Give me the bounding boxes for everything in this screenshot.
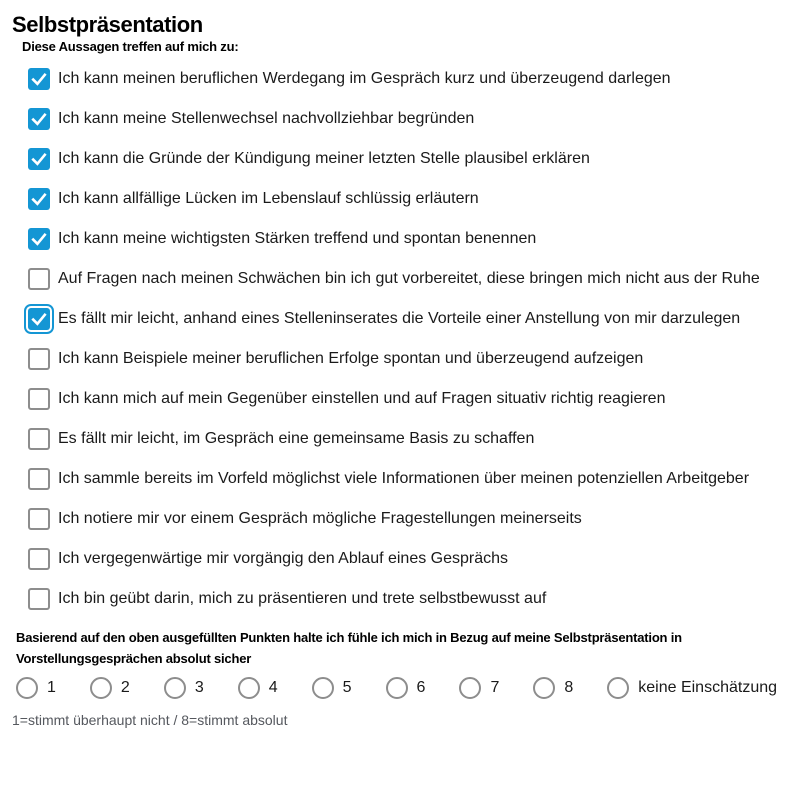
radio-label[interactable]: 1 — [47, 679, 56, 697]
checkmark-icon — [28, 308, 50, 330]
checklist-row — [12, 427, 775, 451]
radio-button[interactable] — [607, 677, 629, 699]
radio-button[interactable] — [312, 677, 334, 699]
checkbox-label[interactable]: Ich vergegenwärtige mir vorgängig den Ablauf eines Gesprächs — [58, 550, 509, 568]
checkbox-wrap — [24, 504, 54, 534]
checkbox-label[interactable]: Ich notiere mir vor einem Gespräch mögliche Fragestellungen meinerseits — [58, 510, 582, 528]
checkbox-checked[interactable] — [28, 108, 50, 130]
checkbox-unchecked[interactable] — [28, 388, 50, 410]
checklist-row — [12, 587, 775, 611]
checkbox-unchecked[interactable] — [28, 508, 50, 530]
checkbox-wrap — [24, 384, 54, 414]
rating-option-2 — [90, 677, 130, 699]
checkbox-unchecked[interactable] — [28, 268, 50, 290]
checkbox-label[interactable]: Ich kann meine Stellenwechsel nachvollziehbar begründen — [58, 110, 475, 128]
checklist-row — [12, 507, 775, 531]
rating-option-keine-einschätzung — [607, 677, 777, 699]
checkmark-icon — [28, 188, 50, 210]
checklist-row — [12, 67, 775, 91]
checkbox-label[interactable]: Ich kann Beispiele meiner beruflichen Erfolge spontan und überzeugend aufzeigen — [58, 350, 644, 368]
checkbox-label[interactable]: Auf Fragen nach meinen Schwächen bin ich gut vorbereitet, diese bringen mich nicht aus der Ruhe — [58, 270, 760, 288]
checklist-row — [12, 467, 775, 491]
checkbox-unchecked[interactable] — [28, 548, 50, 570]
checkbox-label[interactable]: Ich kann meinen beruflichen Werdegang im Gespräch kurz und überzeugend darlegen — [58, 70, 671, 88]
checkbox-unchecked[interactable] — [28, 468, 50, 490]
rating-option-6 — [386, 677, 426, 699]
checkbox-label[interactable]: Ich kann meine wichtigsten Stärken treffend und spontan benennen — [58, 230, 537, 248]
checkbox-wrap — [24, 464, 54, 494]
checkbox-checked[interactable] — [28, 148, 50, 170]
checkbox-label[interactable]: Es fällt mir leicht, im Gespräch eine gemeinsame Basis zu schaffen — [58, 430, 535, 448]
checklist-row — [12, 547, 775, 571]
radio-button[interactable] — [459, 677, 481, 699]
radio-button[interactable] — [164, 677, 186, 699]
checklist-row — [12, 267, 775, 291]
page-title: Selbstpräsentation — [12, 12, 203, 37]
checklist-instruction: Diese Aussagen treffen auf mich zu: — [22, 39, 239, 55]
checkbox-wrap — [24, 344, 54, 374]
checklist-row — [12, 307, 775, 331]
checkbox-checked[interactable] — [28, 308, 50, 330]
checklist — [12, 67, 775, 611]
rating-option-4 — [238, 677, 278, 699]
rating-option-8 — [533, 677, 573, 699]
checkbox-unchecked[interactable] — [28, 588, 50, 610]
checklist-row — [12, 107, 775, 131]
rating-option-5 — [312, 677, 352, 699]
checkbox-checked[interactable] — [28, 228, 50, 250]
checkbox-wrap — [24, 64, 54, 94]
radio-label[interactable]: 6 — [416, 679, 426, 697]
radio-label[interactable]: 8 — [564, 679, 574, 697]
checkbox-wrap — [24, 224, 54, 254]
radio-label[interactable]: 2 — [120, 679, 130, 697]
checkmark-icon — [28, 148, 50, 170]
checkbox-unchecked[interactable] — [28, 348, 50, 370]
radio-button[interactable] — [90, 677, 112, 699]
radio-label[interactable]: 5 — [342, 679, 352, 697]
checkbox-label[interactable]: Es fällt mir leicht, anhand eines Stelleninserates die Vorteile einer Anstellung von mir darzulegen — [58, 310, 741, 328]
rating-question: Basierend auf den oben ausgefüllten Punkten halte ich fühle ich mich in Bezug auf meine Selbstpräsentation in Vorstellungsgesprächen absolut sicher — [16, 630, 682, 667]
checkbox-label[interactable]: Ich kann allfällige Lücken im Lebenslauf schlüssig erläutern — [58, 190, 479, 208]
rating-option-3 — [164, 677, 204, 699]
checklist-row — [12, 227, 775, 251]
radio-button[interactable] — [16, 677, 38, 699]
checkbox-label[interactable]: Ich kann die Gründe der Kündigung meiner letzten Stelle plausibel erklären — [58, 150, 590, 168]
checkmark-icon — [28, 68, 50, 90]
radio-label[interactable]: 3 — [194, 679, 204, 697]
radio-button[interactable] — [238, 677, 260, 699]
radio-button[interactable] — [386, 677, 408, 699]
rating-option-7 — [459, 677, 499, 699]
radio-label[interactable]: 4 — [268, 679, 278, 697]
checkbox-wrap — [24, 144, 54, 174]
checkbox-focus-ring — [24, 304, 54, 334]
checkbox-wrap — [24, 544, 54, 574]
radio-label[interactable]: 7 — [490, 679, 500, 697]
checkbox-unchecked[interactable] — [28, 428, 50, 450]
checkbox-checked[interactable] — [28, 188, 50, 210]
checklist-row — [12, 187, 775, 211]
checkbox-label[interactable]: Ich kann mich auf mein Gegenüber einstellen und auf Fragen situativ richtig reagieren — [58, 390, 666, 408]
checkbox-wrap — [24, 584, 54, 614]
checkbox-checked[interactable] — [28, 68, 50, 90]
checkbox-wrap — [24, 264, 54, 294]
checkmark-icon — [28, 228, 50, 250]
rating-option-1 — [16, 677, 56, 699]
radio-label[interactable]: keine Einschätzung — [638, 679, 778, 697]
checkbox-label[interactable]: Ich sammle bereits im Vorfeld möglichst viele Informationen über meinen potenziellen Arbeitgeber — [58, 470, 750, 488]
checklist-row — [12, 387, 775, 411]
checklist-row — [12, 147, 775, 171]
rating-scale — [16, 677, 778, 699]
checklist-row — [12, 347, 775, 371]
rating-legend: 1=stimmt überhaupt nicht / 8=stimmt absolut — [12, 712, 288, 729]
checkbox-wrap — [24, 104, 54, 134]
checkbox-wrap — [24, 424, 54, 454]
radio-button[interactable] — [533, 677, 555, 699]
checkmark-icon — [28, 108, 50, 130]
checkbox-wrap — [24, 184, 54, 214]
checkbox-label[interactable]: Ich bin geübt darin, mich zu präsentieren und trete selbstbewusst auf — [58, 590, 547, 608]
